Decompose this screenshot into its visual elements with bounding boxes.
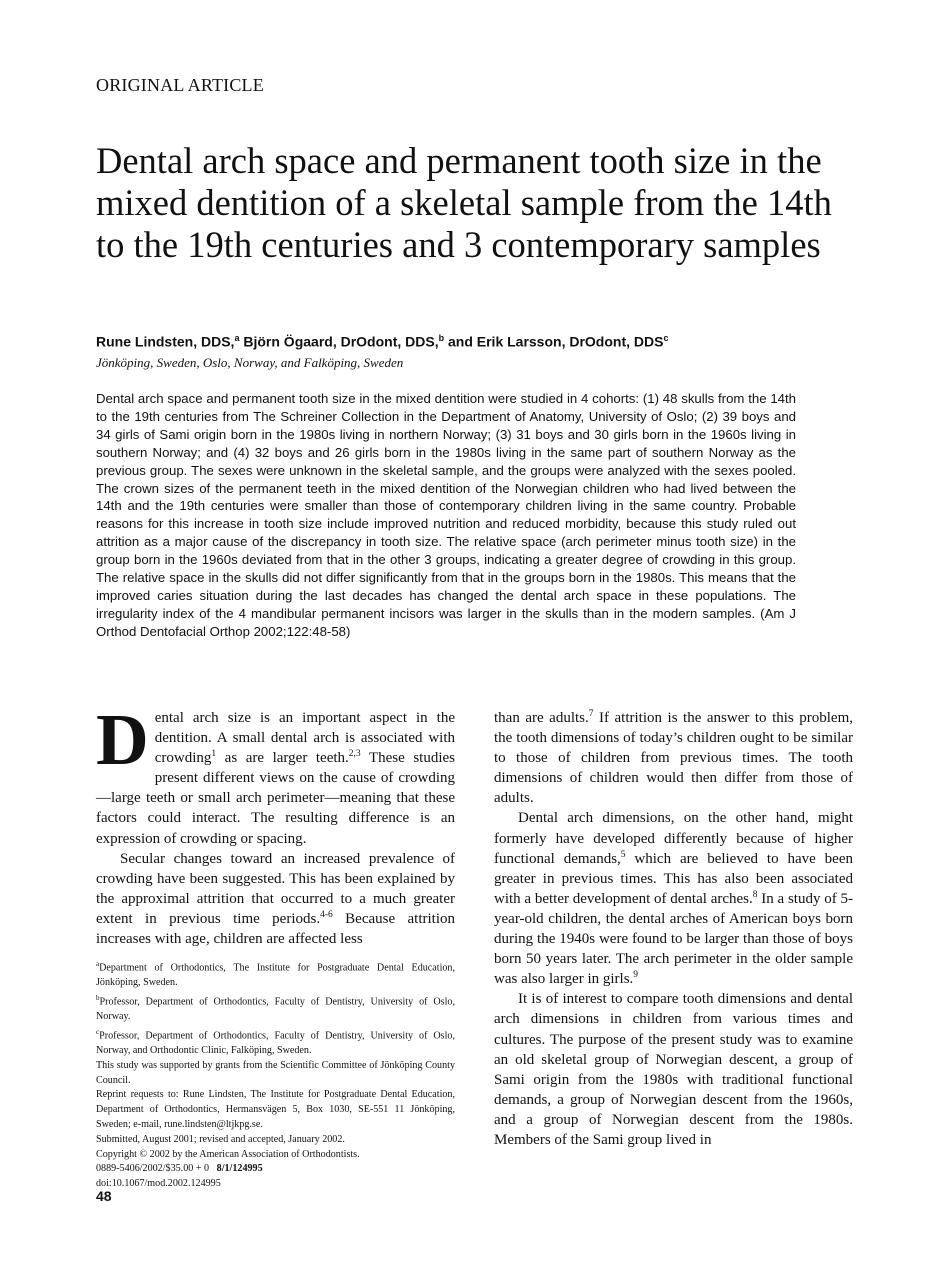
body-text: These studies present different views on the cause of crowding—large teeth or small arch perimeter—meaning that these factors could interact. The resulting difference is an expression of crowding or spacing.	[96, 750, 455, 847]
footnote-text: Professor, Department of Orthodontics, Faculty of Dentistry, University of Oslo, Norway.	[96, 996, 455, 1023]
body-paragraph	[96, 699, 455, 849]
body-column-right	[494, 708, 853, 1150]
body-text: Secular changes toward an increased prevalence of crowding have been suggested. This has been explained by the approximal attrition that occurred to a much greater extent in previous time periods.	[96, 850, 455, 927]
footnote-marker: b	[96, 993, 100, 1002]
citation-ref: 9	[633, 970, 639, 981]
author-list	[96, 333, 668, 350]
footnote-affiliation-a	[96, 957, 455, 991]
issn-text: 0889-5406/2002/$35.00 + 0	[96, 1163, 210, 1175]
abstract: Dental arch space and permanent tooth size in the mixed dentition were studied in 4 cohorts: (1) 48 skulls from the 14th to the 19th centuries from The Schreiner Collection in the Department of Anatomy, University of Oslo; (2) 39 boys and 34 girls of Sami origin born in the 1980s living in northern Norway; (3) 31 boys and 30 girls born in the 1960s living in southern Norway; and (4) 32 boys and 26 girls born in the 1980s living in the same part of southern Norway as the previous group. The sexes were unknown in the skeletal sample, and the groups were analyzed with the sexes pooled. The crown sizes of the permanent teeth in the mixed dentition of the Norwegian children who had lived between the 14th and the 19th centuries were smaller than those of contemporary children living in the same country. Probable reasons for this increase in tooth size include improved nutrition and reduced morbidity, because this study ruled out attrition as a major cause of the discrepancy in tooth size. The relative space (arch perimeter minus tooth size) in the group born in the 1960s deviated from that in the other 3 groups, indicating a greater degree of crowding in this group. The relative space in the skulls did not differ significantly from that in the groups born in the 1980s. This means that the improved caries situation during the last decades has changed the dental arch space in these populations. The irregularity index of the 4 mandibular permanent incisors was larger in the skulls than in the modern samples. (Am J Orthod Dentofacial Orthop 2002;122:48-58)	[96, 391, 796, 639]
body-text: which are believed to have been greater in previous times. This has also been associated with a better development of dental arches.	[494, 850, 853, 907]
body-column-left	[96, 699, 455, 949]
body-text: Dental arch dimensions, on the other hand, might formerly have developed differently because of higher functional demands,	[494, 810, 853, 867]
body-text: It is of interest to compare tooth dimensions and dental arch dimensions in children from various times and cultures. The purpose of the present study was to examine an old skeletal group of Norwegian descent, a group of Sami origin from the 1980s with traditional functional demands, a group of Norwegian descent from the 1960s, and a group of Norwegian descent from the 1980s. Members of the Sami group lived in	[494, 991, 853, 1148]
author-name: Rune Lindsten, DDS,	[96, 333, 235, 350]
body-text: as are larger teeth.	[216, 750, 349, 767]
body-paragraph	[494, 708, 853, 808]
citation-ref: 2,3	[348, 749, 361, 760]
body-text: ental arch size is an important aspect in the dentition. A small dental arch is associated with crowding	[154, 710, 455, 767]
citation-ref: 5	[620, 849, 626, 860]
body-paragraph	[494, 808, 853, 989]
footnote-doi: doi:10.1067/mod.2002.124995	[96, 1178, 221, 1190]
footnote-support: This study was supported by grants from the Scientific Committee of Jönköping County Council.	[96, 1059, 455, 1086]
footnote-affiliation-b	[96, 991, 455, 1025]
footnote-issn	[96, 1162, 455, 1177]
footnote-text: Professor, Department of Orthodontics, Faculty of Dentistry, University of Oslo, Norway, and Orthodontic Clinic, Falköping, Sweden.	[96, 1030, 455, 1057]
author-name: Björn Ögaard, DrOdont, DDS,	[239, 333, 439, 350]
body-paragraph	[494, 989, 853, 1150]
author-name: and Erik Larsson, DrOdont, DDS	[444, 333, 664, 350]
section-label: ORIGINAL ARTICLE	[96, 75, 264, 95]
footnote-marker: a	[96, 960, 100, 968]
affiliation-line: Jönköping, Sweden, Oslo, Norway, and Falköping, Sweden	[96, 355, 404, 370]
footnote-marker: c	[96, 1027, 100, 1036]
citation-ref: 8	[752, 889, 758, 900]
footnote-text: Department of Orthodontics, The Institute for Postgraduate Dental Education, Jönköping, Sweden.	[96, 962, 455, 989]
footnote-affiliation-c	[96, 1025, 455, 1059]
body-paragraph	[96, 849, 455, 949]
citation-ref: 4-6	[320, 909, 333, 920]
body-text: In a study of 5-year-old children, the dental arches of American boys born during the 1940s were found to be larger than those of boys born 50 years later. The arch perimeter in the older sample was also larger in girls.	[494, 890, 853, 988]
footnote-copyright: Copyright © 2002 by the American Association of Orthodontists.	[96, 1148, 360, 1160]
issn-code: 8/1/124995	[216, 1163, 263, 1175]
citation-ref: 7	[588, 709, 594, 719]
footnote-submitted: Submitted, August 2001; revised and accepted, January 2002.	[96, 1133, 345, 1145]
author-affiliation-marker: b	[438, 333, 445, 343]
author-affiliation-marker: c	[663, 333, 669, 343]
body-text: If attrition is the answer to this problem, the tooth dimensions of today’s children ought to be similar to those of children from previous times. The tooth dimensions of children would then differ from those of adults.	[494, 710, 853, 807]
body-text: Because attrition increases with age, children are affected less	[96, 910, 455, 948]
citation-ref: 1	[211, 749, 217, 760]
footnote-reprint: Reprint requests to: Rune Lindsten, The Institute for Postgraduate Dental Education, Department of Orthodontics, Hermansvägen 5, Box 1030, SE-551 11 Jönköping, Sweden; e-mail, rune.lindsten@ltjkpg.se.	[96, 1089, 455, 1131]
author-affiliation-marker: a	[234, 333, 240, 343]
body-text: than are adults.	[494, 710, 589, 726]
article-title: Dental arch space and permanent tooth size in the mixed dentition of a skeletal sample from the 14th to the 19th centuries and 3 contemporary samples	[96, 140, 832, 265]
drop-cap: D	[96, 699, 149, 780]
page-number: 48	[96, 1188, 112, 1204]
footnotes	[96, 957, 455, 1192]
